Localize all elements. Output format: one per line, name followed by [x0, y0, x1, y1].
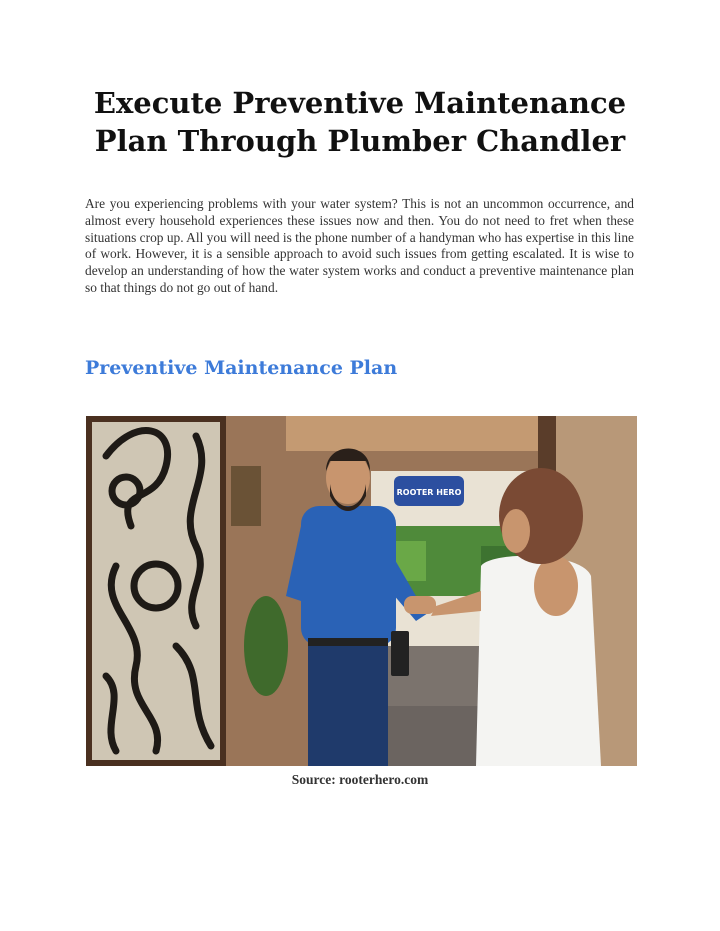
plumber-handshake-photo [86, 416, 637, 766]
title-line-1: Execute Preventive Maintenance [93, 86, 627, 120]
title-line-2: Plan Through Plumber Chandler [94, 124, 626, 158]
intro-paragraph: Are you experiencing problems with your water system? This is not an uncommon occurrence, and almost every household experiences these issues now and then. You do not need to fret when these situations crop up. All you will need is the phone number of a handyman who has expertise in this line of work. However, it is a sensible approach to avoid such issues from getting escalated. It is wise to develop an understanding of how the water system works and conduct a preventive maintenance plan so that things do not go out of hand. [85, 196, 634, 295]
image-caption: Source: rooterhero.com [291, 772, 429, 787]
rooter-hero-sign: ROOTER HERO [396, 488, 462, 497]
page-title [60, 84, 660, 160]
section-heading: Preventive Maintenance Plan [85, 357, 398, 379]
